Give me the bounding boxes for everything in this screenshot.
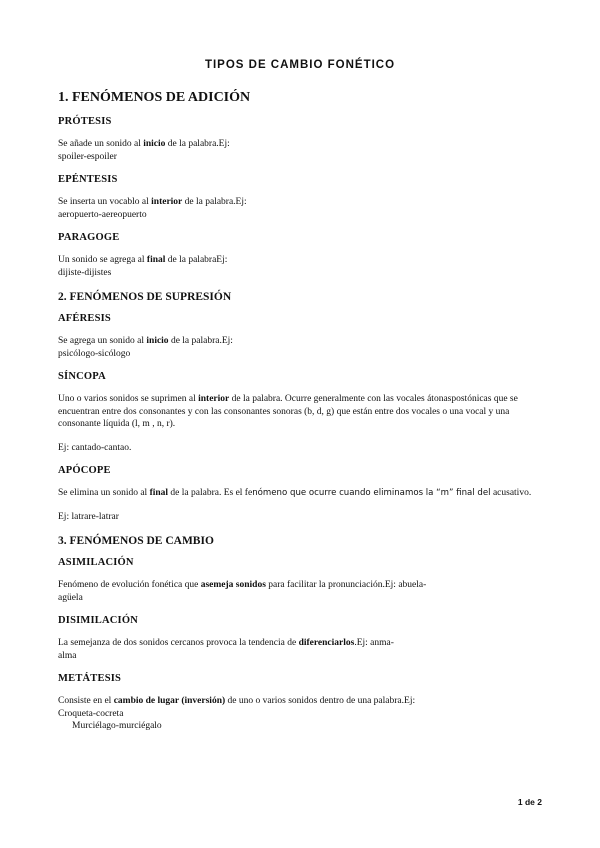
example: alma [58,650,77,661]
term-heading-disimilacion: DISIMILACIÓN [58,615,138,626]
text: Se elimina un sonido al [58,488,150,498]
example: dijiste-dijistes [58,267,112,278]
paragraph-apocope [58,487,548,500]
paragraph-protesis [58,138,548,163]
term-heading-aferesis: AFÉRESIS [58,313,111,324]
text: de la palabra.Ej: [165,139,230,149]
text: Se añade un sonido al [58,139,144,149]
text: de la palabra. Ocurre generalmente con las vocales átonaspostónicas que se encuentran entre dos consonantes y con las consonantes sonoras (b, d, g) que están entre dos vocales o una vocal y una consonante líquida (l, m , n, r). [58,394,518,429]
example: agüela [58,592,83,603]
term-heading-protesis: PRÓTESIS [58,116,112,127]
document-body [58,90,548,744]
example: Murciélago-murciégalo [72,721,162,731]
text: Un sonido se agrega al [58,255,147,265]
paragraph-epentesis [58,196,548,221]
term-heading-asimilacion: ASIMILACIÓN [58,557,134,568]
text: La semejanza de dos sonidos cercanos provoca la tendencia de [58,638,299,648]
text: de la palabra. Es el fe [168,488,253,498]
term-heading-metatesis: METÁTESIS [58,673,122,684]
bold-term: interior [151,197,183,207]
paragraph-paragoge [58,254,548,279]
example: Croqueta-cocreta [58,708,124,719]
bold-term: diferenciarlos [298,638,355,648]
bold-term: asemeja sonidos [200,580,266,590]
bold-term: cambio de lugar (inversión) [113,696,226,706]
term-heading-sincopa: SÍNCOPA [58,371,106,382]
section-heading-supresion: 2. FENÓMENOS DE SUPRESIÓN [58,291,232,303]
page-number: 1 de 2 [517,797,542,807]
section-heading-adicion: 1. FENÓMENOS DE ADICIÓN [58,90,251,105]
text: acusativo. [490,488,532,498]
bold-term: final [146,255,166,265]
example-apocope: Ej: latrare-latrar [58,511,119,522]
document-title: TIPOS DE CAMBIO FONÉTICO [204,59,396,71]
text: Fenómeno de evolución fonética que [58,580,201,590]
example: spoiler-espoiler [58,151,117,162]
text: de uno o varios sonidos dentro de una palabra.Ej: [225,696,416,706]
text: Uno o varios sonidos se suprimen al [58,394,199,404]
text: de la palabraEj: [165,255,228,265]
example: aeropuerto-aereopuerto [58,209,147,220]
example: psicólogo-sicólogo [58,348,131,359]
bold-term: inicio [143,139,166,149]
text: de la palabra.Ej: [182,197,247,207]
text: Se agrega un sonido al [58,336,147,346]
example-sincopa: Ej: cantado-cantao. [58,442,132,453]
paragraph-disimilacion [58,637,548,662]
mixed-font-text: nómeno que ocurre cuando eliminamos la “m” final del [252,488,491,498]
text: Se inserta un vocablo al [58,197,152,207]
paragraph-sincopa [58,393,548,431]
term-heading-paragoge: PARAGOGE [58,232,120,243]
text: para facilitar la pronunciación.Ej: abuela- [265,580,427,590]
term-heading-apocope: APÓCOPE [58,465,111,476]
text: Consiste en el [58,696,114,706]
section-heading-cambio: 3. FENÓMENOS DE CAMBIO [58,535,214,547]
bold-term: inicio [146,336,169,346]
paragraph-asimilacion [58,579,548,604]
bold-term: final [149,488,169,498]
paragraph-aferesis [58,335,548,360]
bold-term: interior [198,394,230,404]
term-heading-epentesis: EPÉNTESIS [58,174,118,185]
text: de la palabra.Ej: [168,336,233,346]
text: .Ej: anma- [354,638,394,648]
paragraph-metatesis [58,695,548,733]
